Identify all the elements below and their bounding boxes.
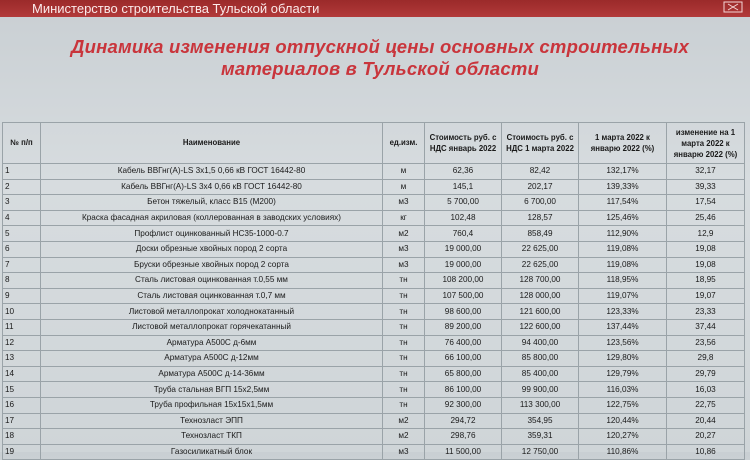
row-price-jan: 298,76 <box>425 429 502 445</box>
row-price-jan: 19 000,00 <box>425 257 502 273</box>
row-change: 23,56 <box>667 335 745 351</box>
row-name: Труба профильная 15х15х1,5мм <box>41 397 383 413</box>
row-price-mar: 94 400,00 <box>502 335 579 351</box>
row-name: Труба стальная ВГП 15х2,5мм <box>41 382 383 398</box>
row-unit: тн <box>383 366 425 382</box>
row-change: 19,08 <box>667 241 745 257</box>
row-num: 11 <box>3 319 41 335</box>
row-price-jan: 294,72 <box>425 413 502 429</box>
col-price-mar-header: Стоимость руб. с НДС 1 марта 2022 <box>502 123 579 164</box>
row-unit: тн <box>383 319 425 335</box>
row-change: 16,03 <box>667 382 745 398</box>
page-title <box>30 36 730 80</box>
row-unit: тн <box>383 335 425 351</box>
row-price-mar: 99 900,00 <box>502 382 579 398</box>
row-unit: тн <box>383 351 425 367</box>
row-num: 3 <box>3 195 41 211</box>
row-price-mar: 122 600,00 <box>502 319 579 335</box>
table-row <box>3 319 745 335</box>
row-unit: м <box>383 164 425 180</box>
table-row <box>3 226 745 242</box>
row-ratio: 123,56% <box>579 335 667 351</box>
row-price-mar: 121 600,00 <box>502 304 579 320</box>
row-name: Арматура А500С д-6мм <box>41 335 383 351</box>
title-line-2: материалов в Тульской области <box>221 58 539 79</box>
col-price-jan-header: Стоимость руб. с НДС январь 2022 <box>425 123 502 164</box>
table-row <box>3 335 745 351</box>
row-ratio: 137,44% <box>579 319 667 335</box>
col-ratio-header: 1 марта 2022 к январю 2022 (%) <box>579 123 667 164</box>
row-num: 12 <box>3 335 41 351</box>
row-num: 14 <box>3 366 41 382</box>
row-change: 29,8 <box>667 351 745 367</box>
row-price-jan: 66 100,00 <box>425 351 502 367</box>
row-price-jan: 145,1 <box>425 179 502 195</box>
row-name: Кабель ВВГнг(А)-LS 3х1,5 0,66 кВ ГОСТ 16442-80 <box>41 164 383 180</box>
row-price-jan: 5 700,00 <box>425 195 502 211</box>
row-change: 10,86 <box>667 444 745 460</box>
row-price-mar: 359,31 <box>502 429 579 445</box>
row-ratio: 117,54% <box>579 195 667 211</box>
table-row <box>3 273 745 289</box>
row-num: 17 <box>3 413 41 429</box>
row-ratio: 129,79% <box>579 366 667 382</box>
table-row <box>3 210 745 226</box>
row-price-jan: 11 500,00 <box>425 444 502 460</box>
row-num: 2 <box>3 179 41 195</box>
row-price-jan: 102,48 <box>425 210 502 226</box>
row-num: 4 <box>3 210 41 226</box>
row-ratio: 110,86% <box>579 444 667 460</box>
row-price-jan: 19 000,00 <box>425 241 502 257</box>
row-change: 18,95 <box>667 273 745 289</box>
col-unit-header: ед.изм. <box>383 123 425 164</box>
close-icon <box>722 0 744 14</box>
table-row <box>3 288 745 304</box>
row-ratio: 119,08% <box>579 257 667 273</box>
row-change: 20,44 <box>667 413 745 429</box>
row-name: Технозласт ТКП <box>41 429 383 445</box>
row-name: Технозласт ЭПП <box>41 413 383 429</box>
row-price-mar: 85 800,00 <box>502 351 579 367</box>
row-ratio: 139,33% <box>579 179 667 195</box>
row-ratio: 122,75% <box>579 397 667 413</box>
row-ratio: 112,90% <box>579 226 667 242</box>
table-row <box>3 257 745 273</box>
row-num: 9 <box>3 288 41 304</box>
row-price-jan: 107 500,00 <box>425 288 502 304</box>
row-price-mar: 128 700,00 <box>502 273 579 289</box>
prices-table <box>2 122 745 460</box>
row-price-mar: 128,57 <box>502 210 579 226</box>
row-unit: м <box>383 179 425 195</box>
ministry-title: Министерство строительства Тульской области <box>32 1 320 16</box>
row-change: 22,75 <box>667 397 745 413</box>
row-ratio: 116,03% <box>579 382 667 398</box>
col-name-header: Наименование <box>41 123 383 164</box>
row-unit: тн <box>383 304 425 320</box>
row-price-mar: 22 625,00 <box>502 241 579 257</box>
row-ratio: 123,33% <box>579 304 667 320</box>
row-name: Сталь листовая оцинкованная т.0,55 мм <box>41 273 383 289</box>
row-price-jan: 89 200,00 <box>425 319 502 335</box>
row-num: 13 <box>3 351 41 367</box>
row-change: 19,08 <box>667 257 745 273</box>
row-price-jan: 760,4 <box>425 226 502 242</box>
row-change: 23,33 <box>667 304 745 320</box>
row-price-mar: 12 750,00 <box>502 444 579 460</box>
table-row <box>3 164 745 180</box>
row-name: Арматура А500С д-12мм <box>41 351 383 367</box>
row-num: 6 <box>3 241 41 257</box>
row-price-jan: 92 300,00 <box>425 397 502 413</box>
row-price-jan: 108 200,00 <box>425 273 502 289</box>
header-band <box>0 0 750 17</box>
col-change-header: изменение на 1 марта 2022 к январю 2022 (%) <box>667 123 745 164</box>
row-name: Арматура А500С д-14-36мм <box>41 366 383 382</box>
row-change: 12,9 <box>667 226 745 242</box>
row-unit: м3 <box>383 241 425 257</box>
table-row <box>3 179 745 195</box>
row-name: Газосиликатный блок <box>41 444 383 460</box>
row-ratio: 132,17% <box>579 164 667 180</box>
row-ratio: 118,95% <box>579 273 667 289</box>
row-price-jan: 86 100,00 <box>425 382 502 398</box>
table-row <box>3 397 745 413</box>
row-num: 16 <box>3 397 41 413</box>
row-price-mar: 6 700,00 <box>502 195 579 211</box>
row-name: Доски обрезные хвойных пород 2 сорта <box>41 241 383 257</box>
row-num: 19 <box>3 444 41 460</box>
table-row <box>3 429 745 445</box>
row-price-mar: 354,95 <box>502 413 579 429</box>
table-row <box>3 382 745 398</box>
table-header-row <box>3 123 745 164</box>
row-unit: тн <box>383 382 425 398</box>
row-price-mar: 858,49 <box>502 226 579 242</box>
row-unit: м2 <box>383 429 425 445</box>
row-name: Профлист оцинкованный НС35-1000-0.7 <box>41 226 383 242</box>
table-row <box>3 304 745 320</box>
row-unit: м3 <box>383 195 425 211</box>
row-name: Краска фасадная акриловая (коллерованная в заводских условиях) <box>41 210 383 226</box>
row-unit: м2 <box>383 413 425 429</box>
row-price-mar: 85 400,00 <box>502 366 579 382</box>
row-num: 8 <box>3 273 41 289</box>
row-ratio: 129,80% <box>579 351 667 367</box>
row-unit: тн <box>383 397 425 413</box>
row-ratio: 120,27% <box>579 429 667 445</box>
row-price-mar: 113 300,00 <box>502 397 579 413</box>
row-name: Бетон тяжелый, класс В15 (М200) <box>41 195 383 211</box>
row-num: 7 <box>3 257 41 273</box>
row-ratio: 119,08% <box>579 241 667 257</box>
row-name: Сталь листовая оцинкованная т.0,7 мм <box>41 288 383 304</box>
row-price-mar: 128 000,00 <box>502 288 579 304</box>
row-change: 29,79 <box>667 366 745 382</box>
row-num: 18 <box>3 429 41 445</box>
row-ratio: 125,46% <box>579 210 667 226</box>
col-num-header: № п/п <box>3 123 41 164</box>
row-num: 5 <box>3 226 41 242</box>
row-price-mar: 22 625,00 <box>502 257 579 273</box>
row-name: Бруски обрезные хвойных пород 2 сорта <box>41 257 383 273</box>
row-change: 17,54 <box>667 195 745 211</box>
table-row <box>3 413 745 429</box>
row-change: 20,27 <box>667 429 745 445</box>
row-unit: м3 <box>383 257 425 273</box>
row-num: 10 <box>3 304 41 320</box>
row-price-jan: 65 800,00 <box>425 366 502 382</box>
row-num: 1 <box>3 164 41 180</box>
row-price-jan: 62,36 <box>425 164 502 180</box>
row-name: Листовой металлопрокат холоднокатанный <box>41 304 383 320</box>
row-unit: тн <box>383 288 425 304</box>
row-change: 19,07 <box>667 288 745 304</box>
row-price-mar: 202,17 <box>502 179 579 195</box>
table-row <box>3 195 745 211</box>
title-line-1: Динамика изменения отпускной цены основных строительных <box>71 36 689 57</box>
row-unit: тн <box>383 273 425 289</box>
row-change: 39,33 <box>667 179 745 195</box>
table-row <box>3 241 745 257</box>
table-row <box>3 366 745 382</box>
row-change: 37,44 <box>667 319 745 335</box>
row-price-mar: 82,42 <box>502 164 579 180</box>
table-row <box>3 351 745 367</box>
row-name: Кабель ВВГнг(А)-LS 3х4 0,66 кВ ГОСТ 16442-80 <box>41 179 383 195</box>
row-price-jan: 98 600,00 <box>425 304 502 320</box>
row-price-jan: 76 400,00 <box>425 335 502 351</box>
row-unit: м2 <box>383 226 425 242</box>
row-change: 32,17 <box>667 164 745 180</box>
row-name: Листовой металлопрокат горячекатанный <box>41 319 383 335</box>
row-change: 25,46 <box>667 210 745 226</box>
row-num: 15 <box>3 382 41 398</box>
row-unit: кг <box>383 210 425 226</box>
row-unit: м3 <box>383 444 425 460</box>
table-body <box>3 164 745 460</box>
row-ratio: 120,44% <box>579 413 667 429</box>
row-ratio: 119,07% <box>579 288 667 304</box>
